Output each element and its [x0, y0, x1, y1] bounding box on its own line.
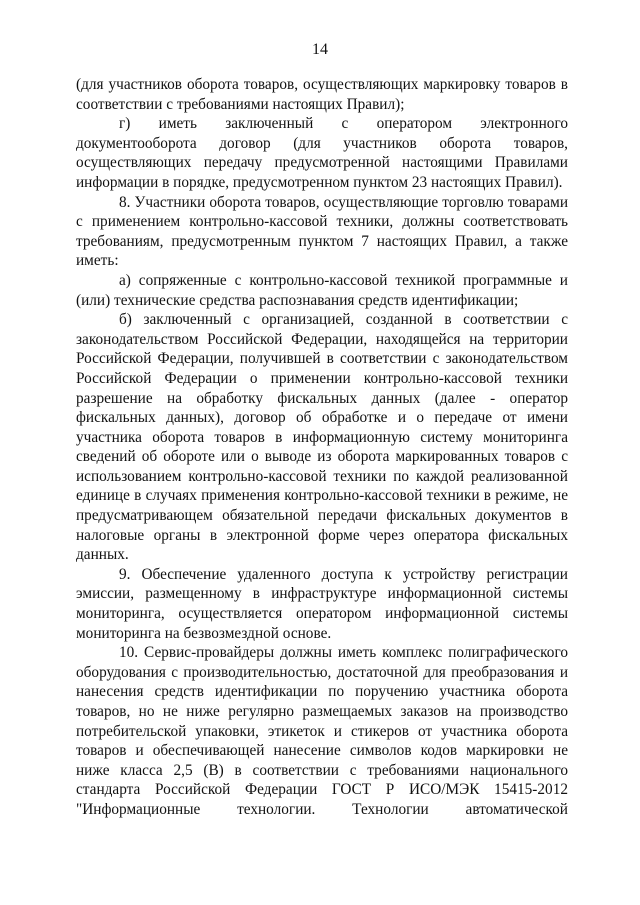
page-number: 14 [312, 41, 328, 58]
paragraph: 9. Обеспечение удаленного доступа к устройству регистрации эмиссии, размещенному в инфраструктуре информационной системы мониторинга, осуществляется оператором информационной системы мониторинга на безвозмездной основе. [76, 565, 568, 642]
paragraph: 10. Сервис-провайдеры должны иметь комплекс полиграфического оборудования с производительностью, достаточной для преобразования и нанесения средств идентификации по поручению участника оборота товаров, но не ниже регулярно размещаемых заказов на производство потребительской упаковки, этикеток и стикеров от участника оборота товаров и обеспечивающей нанесение символов кодов маркировки не ниже класса 2,5 (B) в соответствии с требованиями национального стандарта Российской Федерации ГОСТ Р ИСО/МЭК 15415-2012 "Информационные технологии. Технологии автоматической [76, 644, 568, 818]
paragraph: (для участников оборота товаров, осуществляющих маркировку товаров в соответствии с требованиями настоящих Правил); [76, 76, 568, 113]
paragraph: б) заключенный с организацией, созданной в соответствии с законодательством Российской Федерации, находящейся на территории Российской Федерации, получившей в соответствии с законодательством Российской Федерации о применении контрольно-кассовой техники разрешение на обработку фискальных данных (далее - оператор фискальных данных), договор об обработке и о передаче от имени участника оборота товаров в информационную систему мониторинга сведений об обороте или о выводе из оборота маркированных товаров с использованием контрольно-кассовой техники по каждой реализованной единице в случаях применения контрольно-кассовой техники в режиме, не предусматривающем обязательной передачи фискальных документов в налоговые органы в электронной форме через оператора фискальных данных. [76, 311, 568, 564]
document-body [76, 75, 568, 820]
paragraph: г) иметь заключенный с оператором электронного документооборота договор (для участников оборота товаров, осуществляющих передачу предусмотренной настоящими Правилами информации в порядке, предусмотренном пунктом 23 настоящих Правил). [76, 115, 568, 191]
paragraph: а) сопряженные с контрольно-кассовой техникой программные и (или) технические средства распознавания средств идентификации; [76, 271, 568, 309]
paragraph: 8. Участники оборота товаров, осуществляющие торговлю товарами с применением контрольно-кассовой техники, должны соответствовать требованиям, предусмотренным пунктом 7 настоящих Правил, а также иметь: [76, 193, 568, 270]
